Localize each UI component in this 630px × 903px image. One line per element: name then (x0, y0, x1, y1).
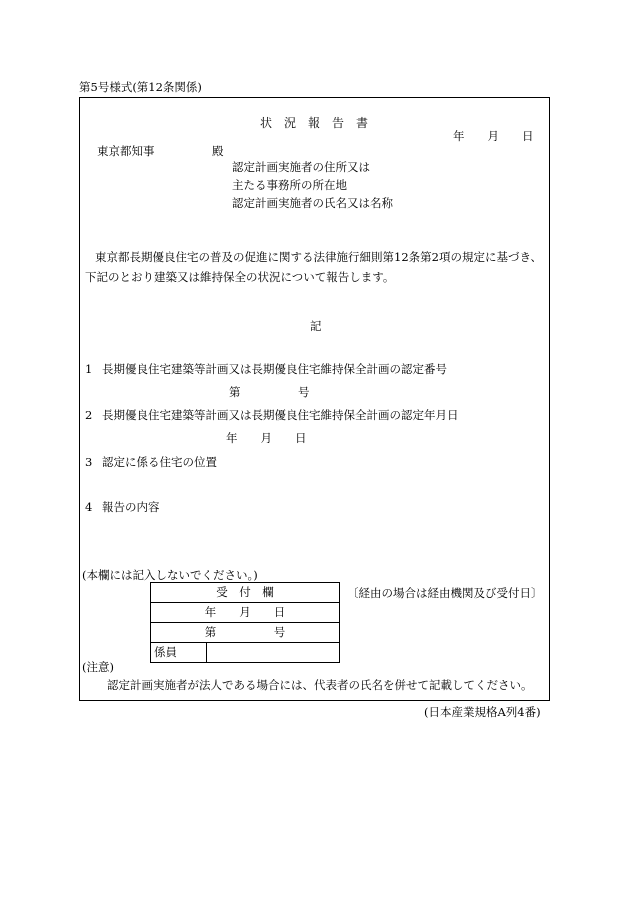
receipt-table (150, 582, 340, 663)
item-value: 第 号 (229, 385, 310, 399)
ki-heading: 記 (310, 319, 322, 333)
receipt-clerk-field (207, 643, 340, 663)
paper-size-note: (日本産業規格A列4番) (424, 705, 541, 719)
receipt-clerk-label: 係員 (151, 643, 207, 663)
item-number: 4 (85, 500, 93, 514)
form-number: 第5号様式(第12条関係) (79, 80, 202, 94)
item-text: 長期優良住宅建築等計画又は長期優良住宅維持保全計画の認定番号 (102, 362, 447, 376)
receipt-header: 受 付 欄 (151, 583, 340, 603)
applicant-office-label: 主たる事務所の所在地 (232, 178, 347, 192)
body-line-2: 下記のとおり建築又は維持保全の状況について報告します。 (85, 270, 395, 284)
addressee: 東京都知事 殿 (97, 144, 224, 158)
applicant-name-label: 認定計画実施者の氏名又は名称 (232, 196, 393, 210)
item-text: 認定に係る住宅の位置 (102, 455, 217, 469)
date-line: 年 月 日 (453, 129, 534, 143)
body-line-1: 東京都長期優良住宅の普及の促進に関する法律施行細則第12条第2項の規定に基づき、 (95, 250, 542, 264)
receipt-date: 年 月 日 (151, 603, 340, 623)
item-number: 1 (85, 362, 93, 376)
form-title: 状 況 報 告 書 (260, 116, 369, 130)
item-number: 3 (85, 455, 93, 469)
caution-text: 認定計画実施者が法人である場合には、代表者の氏名を併せて記載してください。 (107, 678, 533, 692)
item-value: 年 月 日 (226, 431, 307, 445)
receipt-number: 第 号 (151, 623, 340, 643)
caution-label: (注意) (82, 660, 114, 674)
receipt-via-note: 〔経由の場合は経由機関及び受付日〕 (347, 586, 543, 600)
item-number: 2 (85, 408, 93, 422)
office-use-note: (本欄には記入しないでください。) (82, 568, 258, 582)
applicant-address-label: 認定計画実施者の住所又は (232, 160, 370, 174)
item-text: 報告の内容 (102, 500, 160, 514)
item-text: 長期優良住宅建築等計画又は長期優良住宅維持保全計画の認定年月日 (102, 408, 459, 422)
